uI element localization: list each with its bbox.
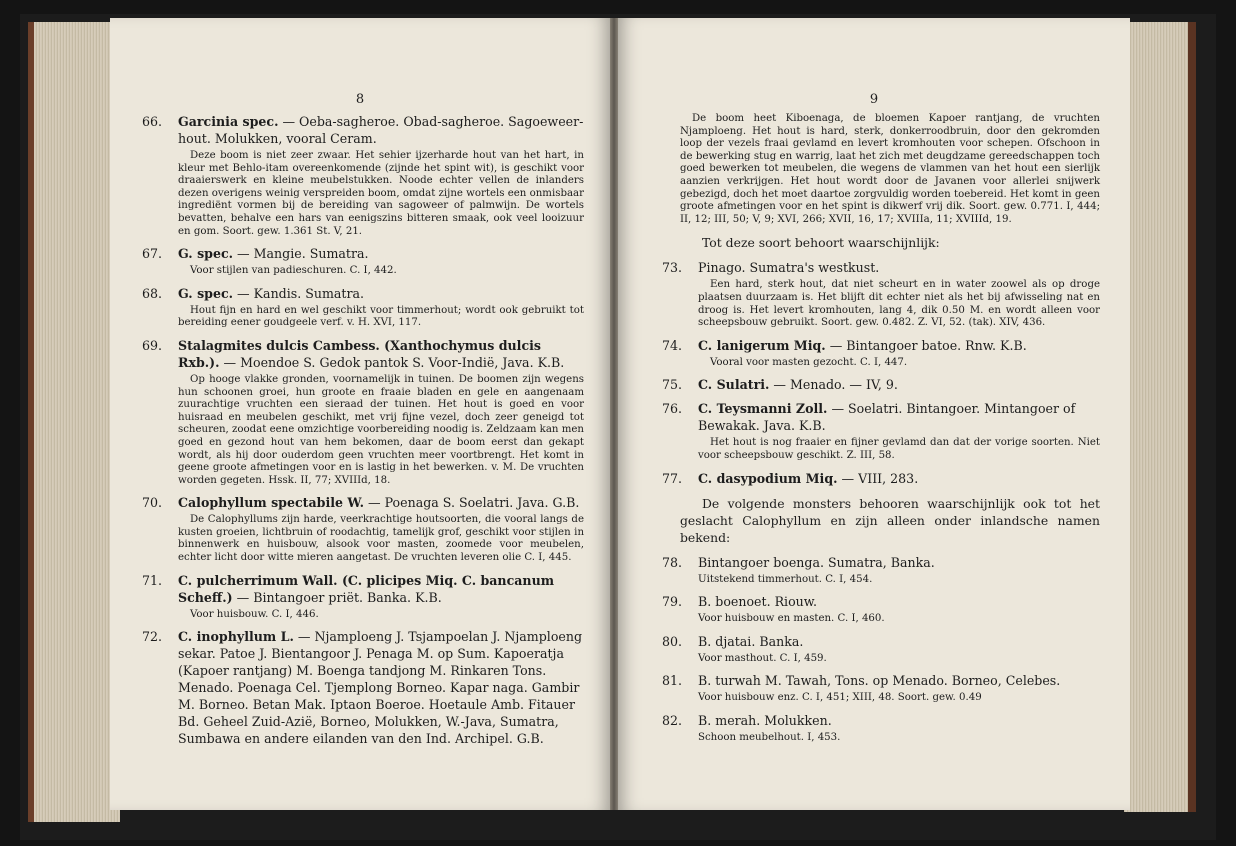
entry-82: 82. B. merah. Molukken. Schoon meubelhout. I, 453. <box>662 712 841 743</box>
entry-73: 73. Pinago. Sumatra's westkust. Een hard, sterk hout, dat niet scheurt en in water zoowel als op droge plaatsen duurzaam is. Het blijft dit echter niet als het bij afwisseling nat en droog is. Het levert kromhouten, lang 4, dik 0.50 M. en wordt alleen voor scheepsbouw gebruikt. Soort. gew. 0.482. Z. VI, 52. (tak). XIV, 436. <box>662 260 1100 329</box>
entry-68: 68. G. spec. — Kandis. Sumatra. Hout fijn en hard en wel geschikt voor timmerhout; wordt ook gebruikt tot bereiding eener goudgeele verf. v. H. XVI, 117. <box>142 285 584 329</box>
page-number: 9 <box>869 92 879 107</box>
right-page <box>618 18 1130 810</box>
entry-66: 66. Garcinia spec. — Oeba-sagheroe. Obad-sagheroe. Sagoeweer-hout. Molukken, vooral Ceram. Deze boom is niet zeer zwaar. Het sehier ijzerharde hout van het hart, in kleur met Behlo-itam overeenkomende (zijnde het spint wit), is geschikt voor draaierswerk en kleine meubelstukken. Noode echter vellen de inlanders dezen overigens weinig verspreiden boom, omdat zijne wortels een onmisbaar ingrediënt vormen bij de bereiding van sagoweer of palmwijn. De wortels bevatten, behalve een hars van eenigszins bitteren smaak, ook veel looizuur en gom. Soort. gew. 1.361 St. V, 21. <box>142 114 584 237</box>
right-page-content <box>618 113 1130 744</box>
intro-paragraph-2: De volgende monsters behooren waarschijnlijk ook tot het geslacht Calophyllum en zijn alleen onder inlandsche namen bekend: <box>680 495 1100 545</box>
entry-78: 78. Bintangoer boenga. Sumatra, Banka. Uitstekend timmerhout. C. I, 454. <box>662 554 935 585</box>
entry-69: 69. Stalagmites dulcis Cambess. (Xanthochymus dulcis Rxb.). — Moendoe S. Gedok pantok S. Voor-Indië, Java. K.B. Op hooge vlakke gronden, voornamelijk in tuinen. De boomen zijn wegens hun schoonen groei, hun groote en fraaie bladen en gele en aangenaam zuurachtige vruchten een sieraad der tuinen. Het hout is goed en voor huisraad en meubelen geschikt, met vrij fijne vezel, doch zeer geneigd tot scheuren, zoodat eene omzichtige voorbereiding noodig is. Zeldzaam kan men goed en gezond hout van hem bekomen, daar de boom eerst dan gekapt wordt, als hij door ouderdom geen vruchten meer voortbrengt. Het komt in geene groote afmetingen voor en is lastig in het bewerken. v. M. De vruchten worden gegeten. Hssk. II, 77; XVIIId, 18. <box>142 337 584 486</box>
entry-75: 75. C. Sulatri. — Menado. — IV, 9. <box>662 377 898 393</box>
right-page-edges <box>1124 22 1196 812</box>
entry-79: 79. B. boenoet. Riouw. Voor huisbouw en masten. C. I, 460. <box>662 594 885 625</box>
entry-72: 72. C. inophyllum L. — Njamploeng J. Tsjampoelan J. Njamploeng sekar. Patoe J. Bientangoor J. Penaga M. op Sum. Kapoeratja (Kapoer rantjang) M. Boenga tandjong M. Rinkaren Tons. Menado. Poenaga Cel. Tjemplong Borneo. Kapar naga. Gambir M. Borneo. Betan Mak. Iptaon Boeroe. Hoetaule Amb. Fitauer Bd. Geheel Zuid-Azië, Borneo, Molukken, W.-Java, Sumatra, Sumbawa en andere eilanden van den Ind. Archipel. G.B. <box>142 629 583 747</box>
entry-80: 80. B. djatai. Banka. Voor masthout. C. I, 459. <box>662 633 827 664</box>
entry-70: 70. Calophyllum spectabile W. — Poenaga S. Soelatri. Java. G.B. De Calophyllums zijn harde, veerkrachtige houtsoorten, die vooral langs de kusten groeien, lichtbruin of roodachtig, tamelijk grof, geschikt voor stijlen in binnenwerk en huisbouw, alsook voor masten, zoomede voor meubelen, echter licht door witte mieren aangetast. De vruchten leveren olie C. I, 445. <box>142 495 584 564</box>
left-page-edges <box>28 22 120 822</box>
continuation-paragraph: De boom heet Kiboenaga, de bloemen Kapoer rantjang, de vruchten Njamploeng. Het hout is hard, sterk, donkerroodbruin, door den gekromden loop der vezels fraai gevlamd en levert kromhouten voor schepen. Ofschoon in de bewerking stug en warrig, laat het zich met deugdzame gereedschappen toch goed bewerken tot meubelen, die wegens de vlammen van het hout een sierlijk aanzien verkrijgen. Het hout wordt door de Javanen voor allerlei snijwerk gebezigd, doch het moet daartoe zorgvuldig worden toebereid. Het komt in geen groote afmetingen voor en het spint is dikwerf vrij dik. Soort. gew. 0.771. I, 444; II, 12; III, 50; V, 9; XVI, 266; XVII, 16, 17; XVIIIa, 11; XVIIId, 19. <box>680 113 1100 225</box>
intro-paragraph: Tot deze soort behoort waarschijnlijk: <box>702 235 940 251</box>
entry-71: 71. C. pulcherrimum Wall. (C. plicipes Miq. C. bancanum Scheff.) — Bintangoer priët. Banka. K.B. Voor huisbouw. C. I, 446. <box>142 572 555 620</box>
left-page <box>110 18 610 810</box>
entry-76: 76. C. Teysmanni Zoll. — Soelatri. Bintangoer. Mintangoer of Bewakak. Java. K.B. Het hout is nog fraaier en fijner gevlamd dan dat der vorige soorten. Niet voor scheepsbouw geschikt. Z. III, 58. <box>662 401 1100 461</box>
entry-67: 67. G. spec. — Mangie. Sumatra. Voor stijlen van padieschuren. C. I, 442. <box>142 246 397 277</box>
left-page-content <box>110 113 610 747</box>
entry-77: 77. C. dasypodium Miq. — VIII, 283. <box>662 470 919 486</box>
page-number: 8 <box>355 92 365 107</box>
entry-74: 74. C. lanigerum Miq. — Bintangoer batoe. Rnw. K.B. Vooral voor masten gezocht. C. I, 447. <box>662 337 1027 368</box>
entry-81: 81. B. turwah M. Tawah, Tons. op Menado. Borneo, Celebes. Voor huisbouw enz. C. I, 451; XIII, 48. Soort. gew. 0.49 <box>662 673 1061 704</box>
